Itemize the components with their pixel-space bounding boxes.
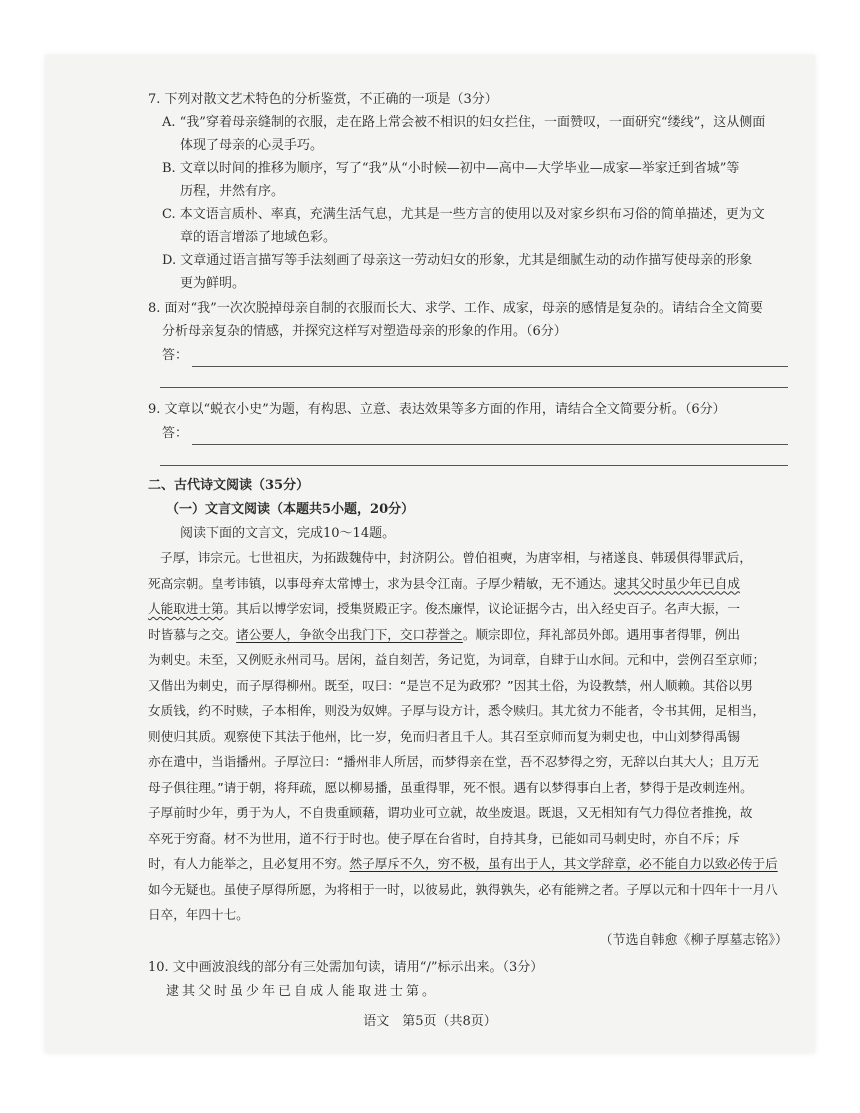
passage-line (148, 596, 788, 622)
q7-option-a: A. “我”穿着母亲缝制的衣服，走在路上常会被不相识的妇女拦住，一面赞叹，一面研究“缕线”，这从侧面 (162, 115, 766, 130)
passage-line: 为刺史。未至，又例贬永州司马。居闲，益自刻苦，务记览，为词章，自肆于山水间。元和中，尝例召至京师； (148, 652, 766, 667)
passage-text: 。其后以博学宏词，授集贤殿正字。俊杰廉悍，议论证据今古，出入经史百子。名声大振，一 (223, 601, 740, 616)
section-title: 二、古代诗文阅读（35分） (148, 478, 310, 493)
q8-answer-line[interactable] (148, 343, 788, 367)
q9-answer-rule (192, 428, 788, 445)
passage-line: 亦在遣中，当诣播州。子厚泣曰：“播州非人所居，而梦得亲在堂，吾不忍梦得之穷，无辞以白其大人；且万无 (148, 754, 760, 769)
q7-option-c-cont: 章的语言增添了地域色彩。 (180, 230, 337, 245)
passage-text: 时皆慕与之交。 (148, 626, 237, 642)
q8-stem: 8. 面对“我”一次次脱掉母亲自制的衣服而长大、求学、工作、成家，母亲的感情是复杂的。请结合全文简要 (148, 301, 763, 316)
q10-punctuation-line[interactable]: 逮其父时虽少年已自成人能取进士第。 (166, 983, 439, 999)
q7-option-a-cont: 体现了母亲的心灵手巧。 (180, 138, 324, 153)
passage-line (148, 851, 788, 877)
underlined-text: 然子厚斥不久，穷不极，虽有出于人，其文学辞章，必不能自力以致必传于后 (349, 856, 778, 871)
passage-source: （节选自韩愈《柳子厚墓志铭》） (599, 932, 788, 948)
exam-content (148, 86, 788, 1005)
q8-answer-rule (192, 350, 788, 367)
q7-option-b-cont: 历程，井然有序。 (180, 184, 285, 199)
q10-stem: 10. 文中画波浪线的部分有三处需加句读，请用“/”标示出来。（3分） (148, 959, 544, 975)
passage-line: 母子俱往理。”请于朝，将拜疏，愿以柳易播，虽重得罪，死不恨。遇有以梦得事白上者，梦得于是改刺连州。 (148, 779, 753, 795)
q7-option-d-cont: 更为鲜明。 (180, 276, 246, 291)
classical-passage (148, 545, 788, 928)
passage-line: 子厚前时少年，勇于为人，不自贵重顾藉，谓功业可立就，故坐废退。既退，又无相知有气力得位者推挽，故 (148, 805, 753, 820)
passage-line (148, 571, 788, 597)
passage-text: 。顺宗即位，拜礼部员外郎。遇用事者得罪，例出 (462, 626, 740, 642)
underlined-text: 诸公要人，争欲令出我门下，交口荐誉之 (236, 626, 463, 642)
wavy-underlined-text: 逮其父时虽少年已自成 (613, 575, 740, 591)
passage-line: 卒死于穷裔。材不为世用，道不行于时也。使子厚在台省时，自持其身，已能如司马刺史时，亦自不斥；斥 (148, 830, 740, 846)
passage-text: 死高宗朝。皇考讳镇，以事母弃太常博士，求为县令江南。子厚少精敏，无不通达。 (148, 575, 614, 591)
passage-line: 则使归其质。观察使下其法于他州，比一岁，免而归者且千人。其召至京师而复为刺史也，中山刘梦得禹锡 (148, 728, 740, 744)
q9-answer-line-2[interactable] (160, 445, 788, 466)
q9-answer-line[interactable] (148, 421, 788, 445)
q9-answer-label: 答： (162, 426, 189, 441)
passage-line: 女质钱，约不时赎，子本相侔，则没为奴婢。子厚与设方计，悉令赎归。其尤贫力不能者，令书其佣，足相当， (148, 703, 766, 718)
q7-option-b: B. 文章以时间的推移为顺序，写了“我”从“小时候—初中—高中—大学毕业—成家—举家迁到省城”等 (162, 161, 740, 176)
q7-option-c: C. 本文语言质朴、率真，充满生活气息，尤其是一些方言的使用以及对家乡织布习俗的简单描述，更为文 (162, 207, 765, 222)
passage-line: 子厚，讳宗元。七世祖庆，为拓跋魏侍中，封济阴公。曾伯祖奭，为唐宰相，与褚遂良、韩瑗俱得罪武后， (160, 550, 752, 565)
q8-answer-label: 答： (162, 348, 189, 363)
q8-stem-cont: 分析母亲复杂的情感，并探究这样写对塑造母亲的形象的作用。（6分） (162, 324, 567, 339)
passage-line: 如今无疑也。虽使子厚得所愿，为将相于一时，以彼易此，孰得孰失，必有能辨之者。子厚以元和十四年十一月八日卒，年四十七。 (148, 881, 778, 922)
q8-answer-line-2[interactable] (160, 367, 788, 388)
q7-stem: 7. 下列对散文艺术特色的分析鉴赏，不正确的一项是（3分） (148, 92, 498, 107)
subsection-title: （一）文言文阅读（本题共5小题，20分） (166, 502, 415, 517)
passage-text: 时，有人力能举之，且必复用不穷。 (148, 856, 350, 871)
q9-stem: 9. 文章以“蜕衣小史”为题，有构思、立意、表达效果等多方面的作用，请结合全文简要分析。（6分） (148, 402, 726, 417)
wavy-underlined-text: 人能取进士第 (148, 601, 224, 616)
q7-option-d: D. 文章通过语言描写等手法刻画了母亲这一劳动妇女的形象，尤其是细腻生动的动作描写使母亲的形象 (162, 253, 753, 268)
page-footer: 语文 第5页（共8页） (363, 1014, 497, 1029)
passage-line: 又偕出为刺史，而子厚得柳州。既至，叹曰：“是岂不足为政邪？”因其土俗，为设教禁，州人顺赖。其俗以男 (148, 677, 753, 693)
passage-line (148, 622, 788, 648)
passage-intro: 阅读下面的文言文，完成10～14题。 (180, 526, 396, 541)
